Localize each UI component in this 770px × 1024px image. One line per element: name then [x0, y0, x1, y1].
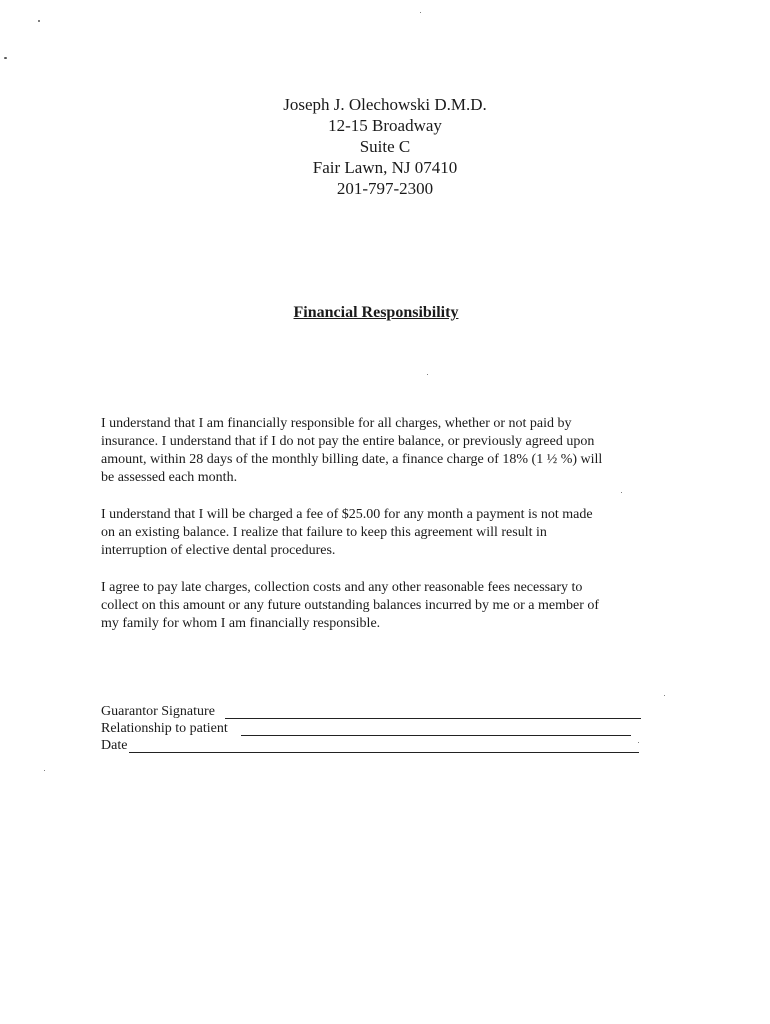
paragraph-line: I agree to pay late charges, collection costs and any other reasonable fees necessary to: [101, 580, 583, 595]
paragraph-financial-responsibility: [101, 415, 661, 487]
date-label: Date: [101, 738, 128, 753]
signature-block: [101, 703, 661, 754]
document-title: Financial Responsibility: [293, 304, 459, 321]
paragraph-line: I understand that I will be charged a fee of $25.00 for any month a payment is not made: [101, 507, 593, 522]
relationship-label: Relationship to patient: [101, 721, 228, 736]
scan-speck: [664, 695, 665, 696]
date-line[interactable]: [129, 752, 639, 753]
scan-speck: [427, 374, 428, 375]
city-state-zip: Fair Lawn, NJ 07410: [312, 158, 458, 177]
paragraph-line: be assessed each month.: [101, 470, 238, 485]
paragraph-line: on an existing balance. I realize that failure to keep this agreement will result in: [101, 525, 547, 540]
phone-number: 201-797-2300: [336, 179, 434, 198]
scan-speck: [44, 770, 45, 771]
scan-speck: [420, 12, 421, 13]
paragraph-line: collect on this amount or any future outstanding balances incurred by me or a member of: [101, 598, 600, 613]
paragraph-line: I understand that I am financially responsible for all charges, whether or not paid by: [101, 416, 572, 431]
dentist-name: Joseph J. Olechowski D.M.D.: [283, 95, 487, 114]
paragraph-line: amount, within 28 days of the monthly billing date, a finance charge of 18% (1 ½ %) will: [101, 452, 603, 467]
relationship-line[interactable]: [241, 735, 631, 736]
letterhead: [0, 94, 770, 199]
paragraph-line: interruption of elective dental procedures.: [101, 543, 336, 558]
relationship-row: [101, 720, 661, 737]
street-address: 12-15 Broadway: [328, 116, 442, 135]
scan-speck: [38, 20, 40, 22]
paragraph-collection-costs: [101, 579, 661, 633]
suite: Suite C: [359, 137, 411, 156]
scan-speck: [621, 492, 622, 493]
paragraph-line: insurance. I understand that if I do not pay the entire balance, or previously agreed upon: [101, 434, 595, 449]
guarantor-signature-row: [101, 703, 661, 720]
paragraph-line: my family for whom I am financially responsible.: [101, 616, 381, 631]
date-row: [101, 737, 661, 754]
guarantor-signature-line[interactable]: [225, 718, 641, 719]
scan-speck: [4, 57, 7, 59]
guarantor-signature-label: Guarantor Signature: [101, 704, 215, 719]
scan-speck: [638, 742, 639, 743]
paragraph-late-fee: [101, 506, 661, 560]
